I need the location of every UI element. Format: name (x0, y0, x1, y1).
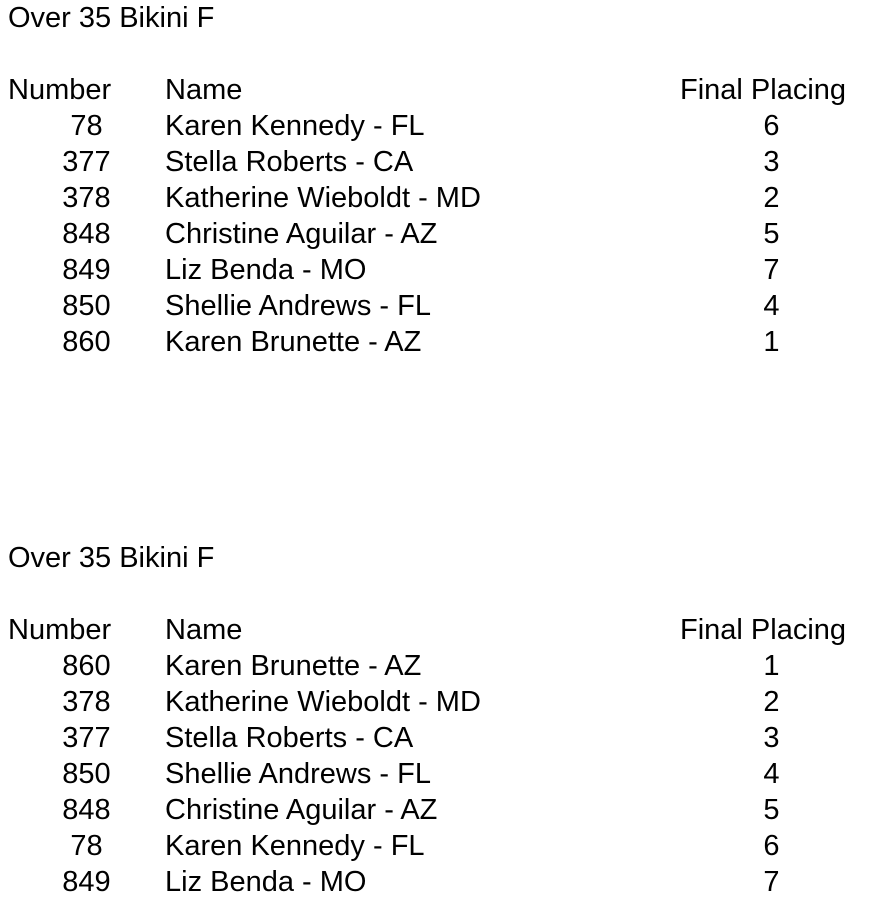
final-placing-value: 2 (763, 686, 780, 718)
competitor-number: 848 (62, 794, 111, 826)
final-placing-value: 1 (763, 650, 780, 682)
table-row (8, 684, 863, 720)
table-row (8, 864, 863, 900)
competitor-name: Liz Benda - MO (165, 866, 367, 898)
competitor-number: 849 (62, 254, 111, 286)
competitor-number: 78 (70, 110, 103, 142)
competitor-number: 860 (62, 326, 111, 358)
table-row (8, 648, 863, 684)
competitor-name: Christine Aguilar - AZ (165, 218, 438, 250)
final-placing-value: 4 (763, 290, 780, 322)
competitor-number: 377 (62, 722, 111, 754)
final-placing-value: 2 (763, 182, 780, 214)
competitor-number: 78 (70, 830, 103, 862)
table-row (8, 828, 863, 864)
table-row (8, 288, 863, 324)
results-table (8, 612, 863, 900)
competitor-number: 378 (62, 686, 111, 718)
final-placing-value: 5 (763, 218, 780, 250)
final-placing-value: 3 (763, 146, 780, 178)
section-title: Over 35 Bikini F (8, 2, 215, 34)
competitor-number: 850 (62, 758, 111, 790)
competitor-name: Christine Aguilar - AZ (165, 794, 438, 826)
results-section-sorted-by-placing (8, 540, 871, 900)
table-row (8, 792, 863, 828)
column-header-number: Number (8, 74, 112, 106)
table-row (8, 252, 863, 288)
competitor-number: 378 (62, 182, 111, 214)
competitor-number: 849 (62, 866, 111, 898)
final-placing-value: 7 (763, 254, 780, 286)
competitor-name: Katherine Wieboldt - MD (165, 686, 481, 718)
competitor-number: 850 (62, 290, 111, 322)
competitor-name: Karen Kennedy - FL (165, 110, 425, 142)
section-title: Over 35 Bikini F (8, 542, 215, 574)
competitor-number: 377 (62, 146, 111, 178)
table-row (8, 720, 863, 756)
final-placing-value: 1 (763, 326, 780, 358)
column-header-number: Number (8, 614, 112, 646)
competitor-name: Karen Brunette - AZ (165, 326, 422, 358)
column-header-name: Name (165, 614, 243, 646)
column-header-final-placing: Final Placing (680, 614, 847, 646)
table-row (8, 216, 863, 252)
competitor-name: Shellie Andrews - FL (165, 290, 431, 322)
final-placing-value: 5 (763, 794, 780, 826)
final-placing-value: 4 (763, 758, 780, 790)
competitor-name: Karen Brunette - AZ (165, 650, 422, 682)
competitor-number: 860 (62, 650, 111, 682)
column-header-final-placing: Final Placing (680, 74, 847, 106)
final-placing-value: 6 (763, 830, 780, 862)
final-placing-value: 6 (763, 110, 780, 142)
table-row (8, 756, 863, 792)
competitor-number: 848 (62, 218, 111, 250)
table-row (8, 180, 863, 216)
table-row (8, 108, 863, 144)
table-header-row (8, 72, 863, 108)
competitor-name: Shellie Andrews - FL (165, 758, 431, 790)
competitor-name: Stella Roberts - CA (165, 722, 414, 754)
results-section-unsorted (8, 0, 871, 360)
table-row (8, 324, 863, 360)
competitor-name: Karen Kennedy - FL (165, 830, 425, 862)
table-header-row (8, 612, 863, 648)
final-placing-value: 7 (763, 866, 780, 898)
competitor-name: Katherine Wieboldt - MD (165, 182, 481, 214)
column-header-name: Name (165, 74, 243, 106)
table-row (8, 144, 863, 180)
competitor-name: Liz Benda - MO (165, 254, 367, 286)
competitor-name: Stella Roberts - CA (165, 146, 414, 178)
results-table (8, 72, 863, 360)
final-placing-value: 3 (763, 722, 780, 754)
